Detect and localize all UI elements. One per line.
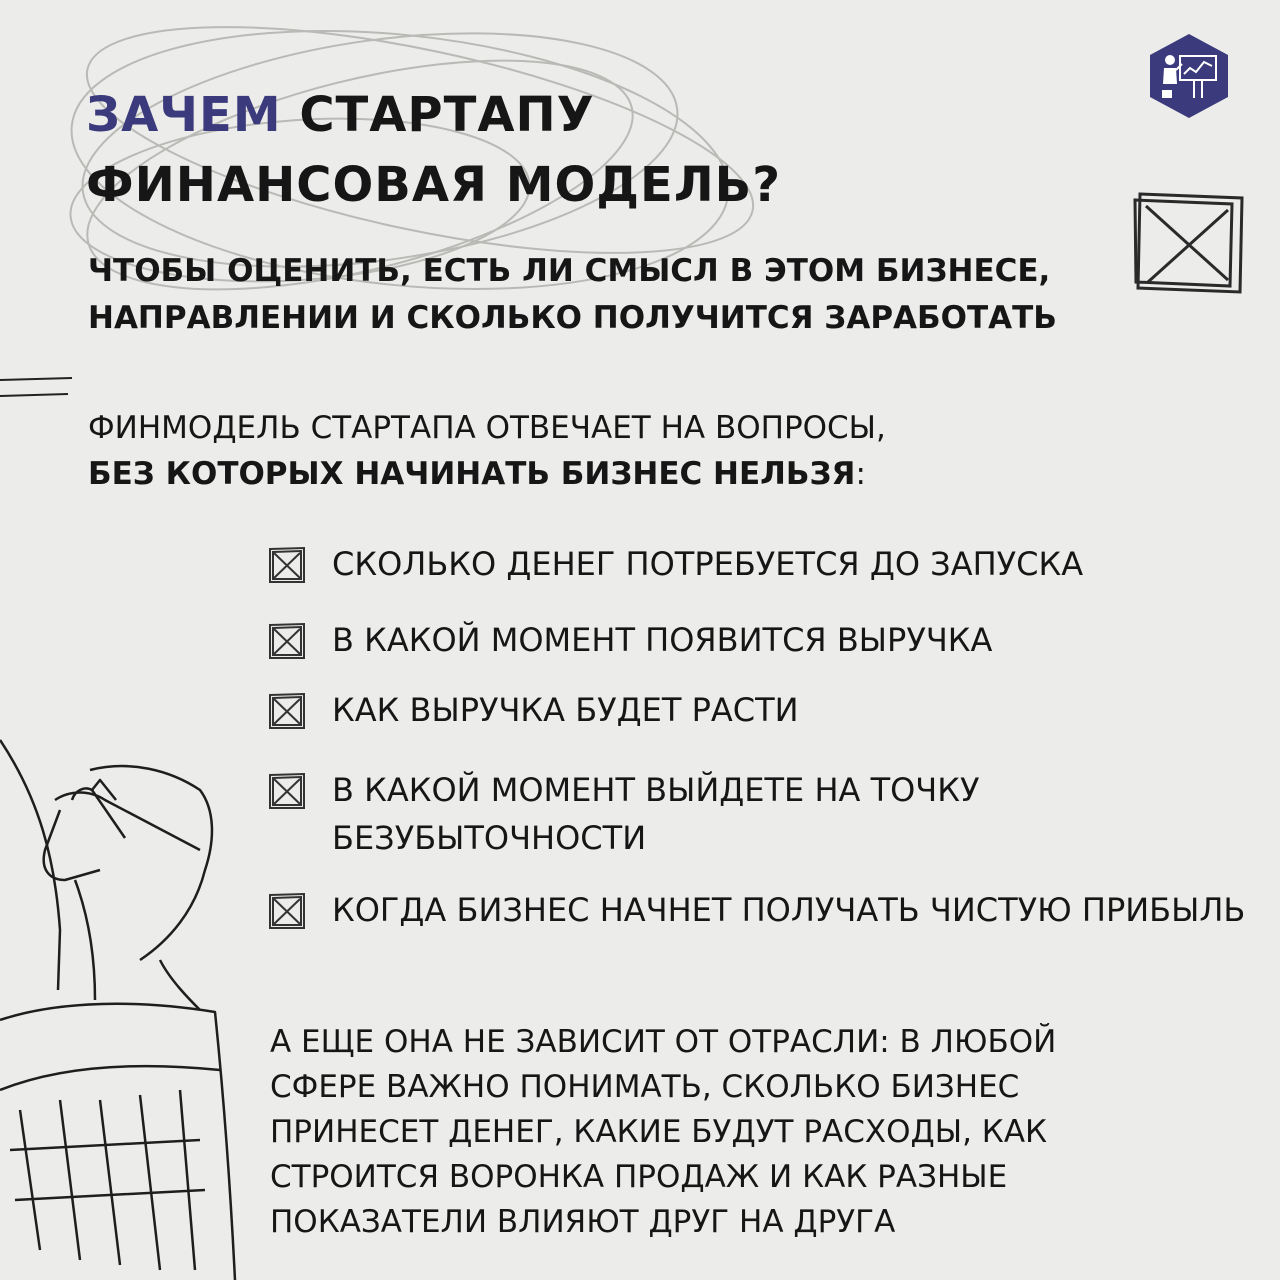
checklist-item-text: КОГДА БИЗНЕС НАЧНЕТ ПОЛУЧАТЬ ЧИСТУЮ ПРИБЫЛЬ — [332, 891, 1246, 929]
intro-line2-bold: БЕЗ КОТОРЫХ НАЧИНАТЬ БИЗНЕС НЕЛЬЗЯ — [88, 456, 856, 492]
checkbox-crossed-icon — [268, 772, 306, 810]
title-line2: ФИНАНСОВАЯ МОДЕЛЬ? — [86, 157, 782, 213]
checkbox-crossed-icon — [1135, 194, 1242, 292]
left-strokes-decoration — [0, 378, 72, 396]
page-title — [86, 80, 781, 220]
checklist-item-text: В КАКОЙ МОМЕНТ ПОЯВИТСЯ ВЫРУЧКА — [332, 621, 993, 659]
logo — [1150, 34, 1228, 118]
title-accent-word: ЗАЧЕМ — [86, 87, 282, 143]
checkbox-crossed-icon — [268, 892, 306, 930]
intro-line1: ФИНМОДЕЛЬ СТАРТАПА ОТВЕЧАЕТ НА ВОПРОСЫ, — [88, 410, 886, 446]
intro-line2-end: : — [855, 456, 866, 492]
checklist-item-text: СКОЛЬКО ДЕНЕГ ПОТРЕБУЕТСЯ ДО ЗАПУСКА — [332, 545, 1084, 583]
subtitle: ЧТОБЫ ОЦЕНИТЬ, ЕСТЬ ЛИ СМЫСЛ В ЭТОМ БИЗНЕСЕ, НАПРАВЛЕНИИ И СКОЛЬКО ПОЛУЧИТСЯ ЗАРАБОТАТЬ — [88, 253, 1057, 336]
checkbox-crossed-icon — [268, 546, 306, 584]
outro-text: А ЕЩЕ ОНА НЕ ЗАВИСИТ ОТ ОТРАСЛИ: В ЛЮБОЙ СФЕРЕ ВАЖНО ПОНИМАТЬ, СКОЛЬКО БИЗНЕС ПРИНЕСЕТ ДЕНЕГ, КАКИЕ БУДУТ РАСХОДЫ, КАК СТРОИТСЯ ВОРОНКА ПРОДАЖ И КАК РАЗНЫЕ ПОКАЗАТЕЛИ ВЛИЯЮТ ДРУГ НА ДРУГА — [270, 1024, 1057, 1240]
intro-text — [88, 405, 1168, 497]
checklist-item-text: КАК ВЫРУЧКА БУДЕТ РАСТИ — [332, 691, 799, 729]
checkbox-crossed-icon — [268, 692, 306, 730]
presentation-chart-logo-icon — [1150, 34, 1228, 118]
title-line1-rest: СТАРТАПУ — [299, 87, 595, 143]
checklist-item-text: В КАКОЙ МОМЕНТ ВЫЙДЕТЕ НА ТОЧКУ БЕЗУБЫТОЧНОСТИ — [332, 771, 980, 857]
checkbox-crossed-icon — [268, 622, 306, 660]
hand-drawing-illustration — [0, 740, 235, 1280]
